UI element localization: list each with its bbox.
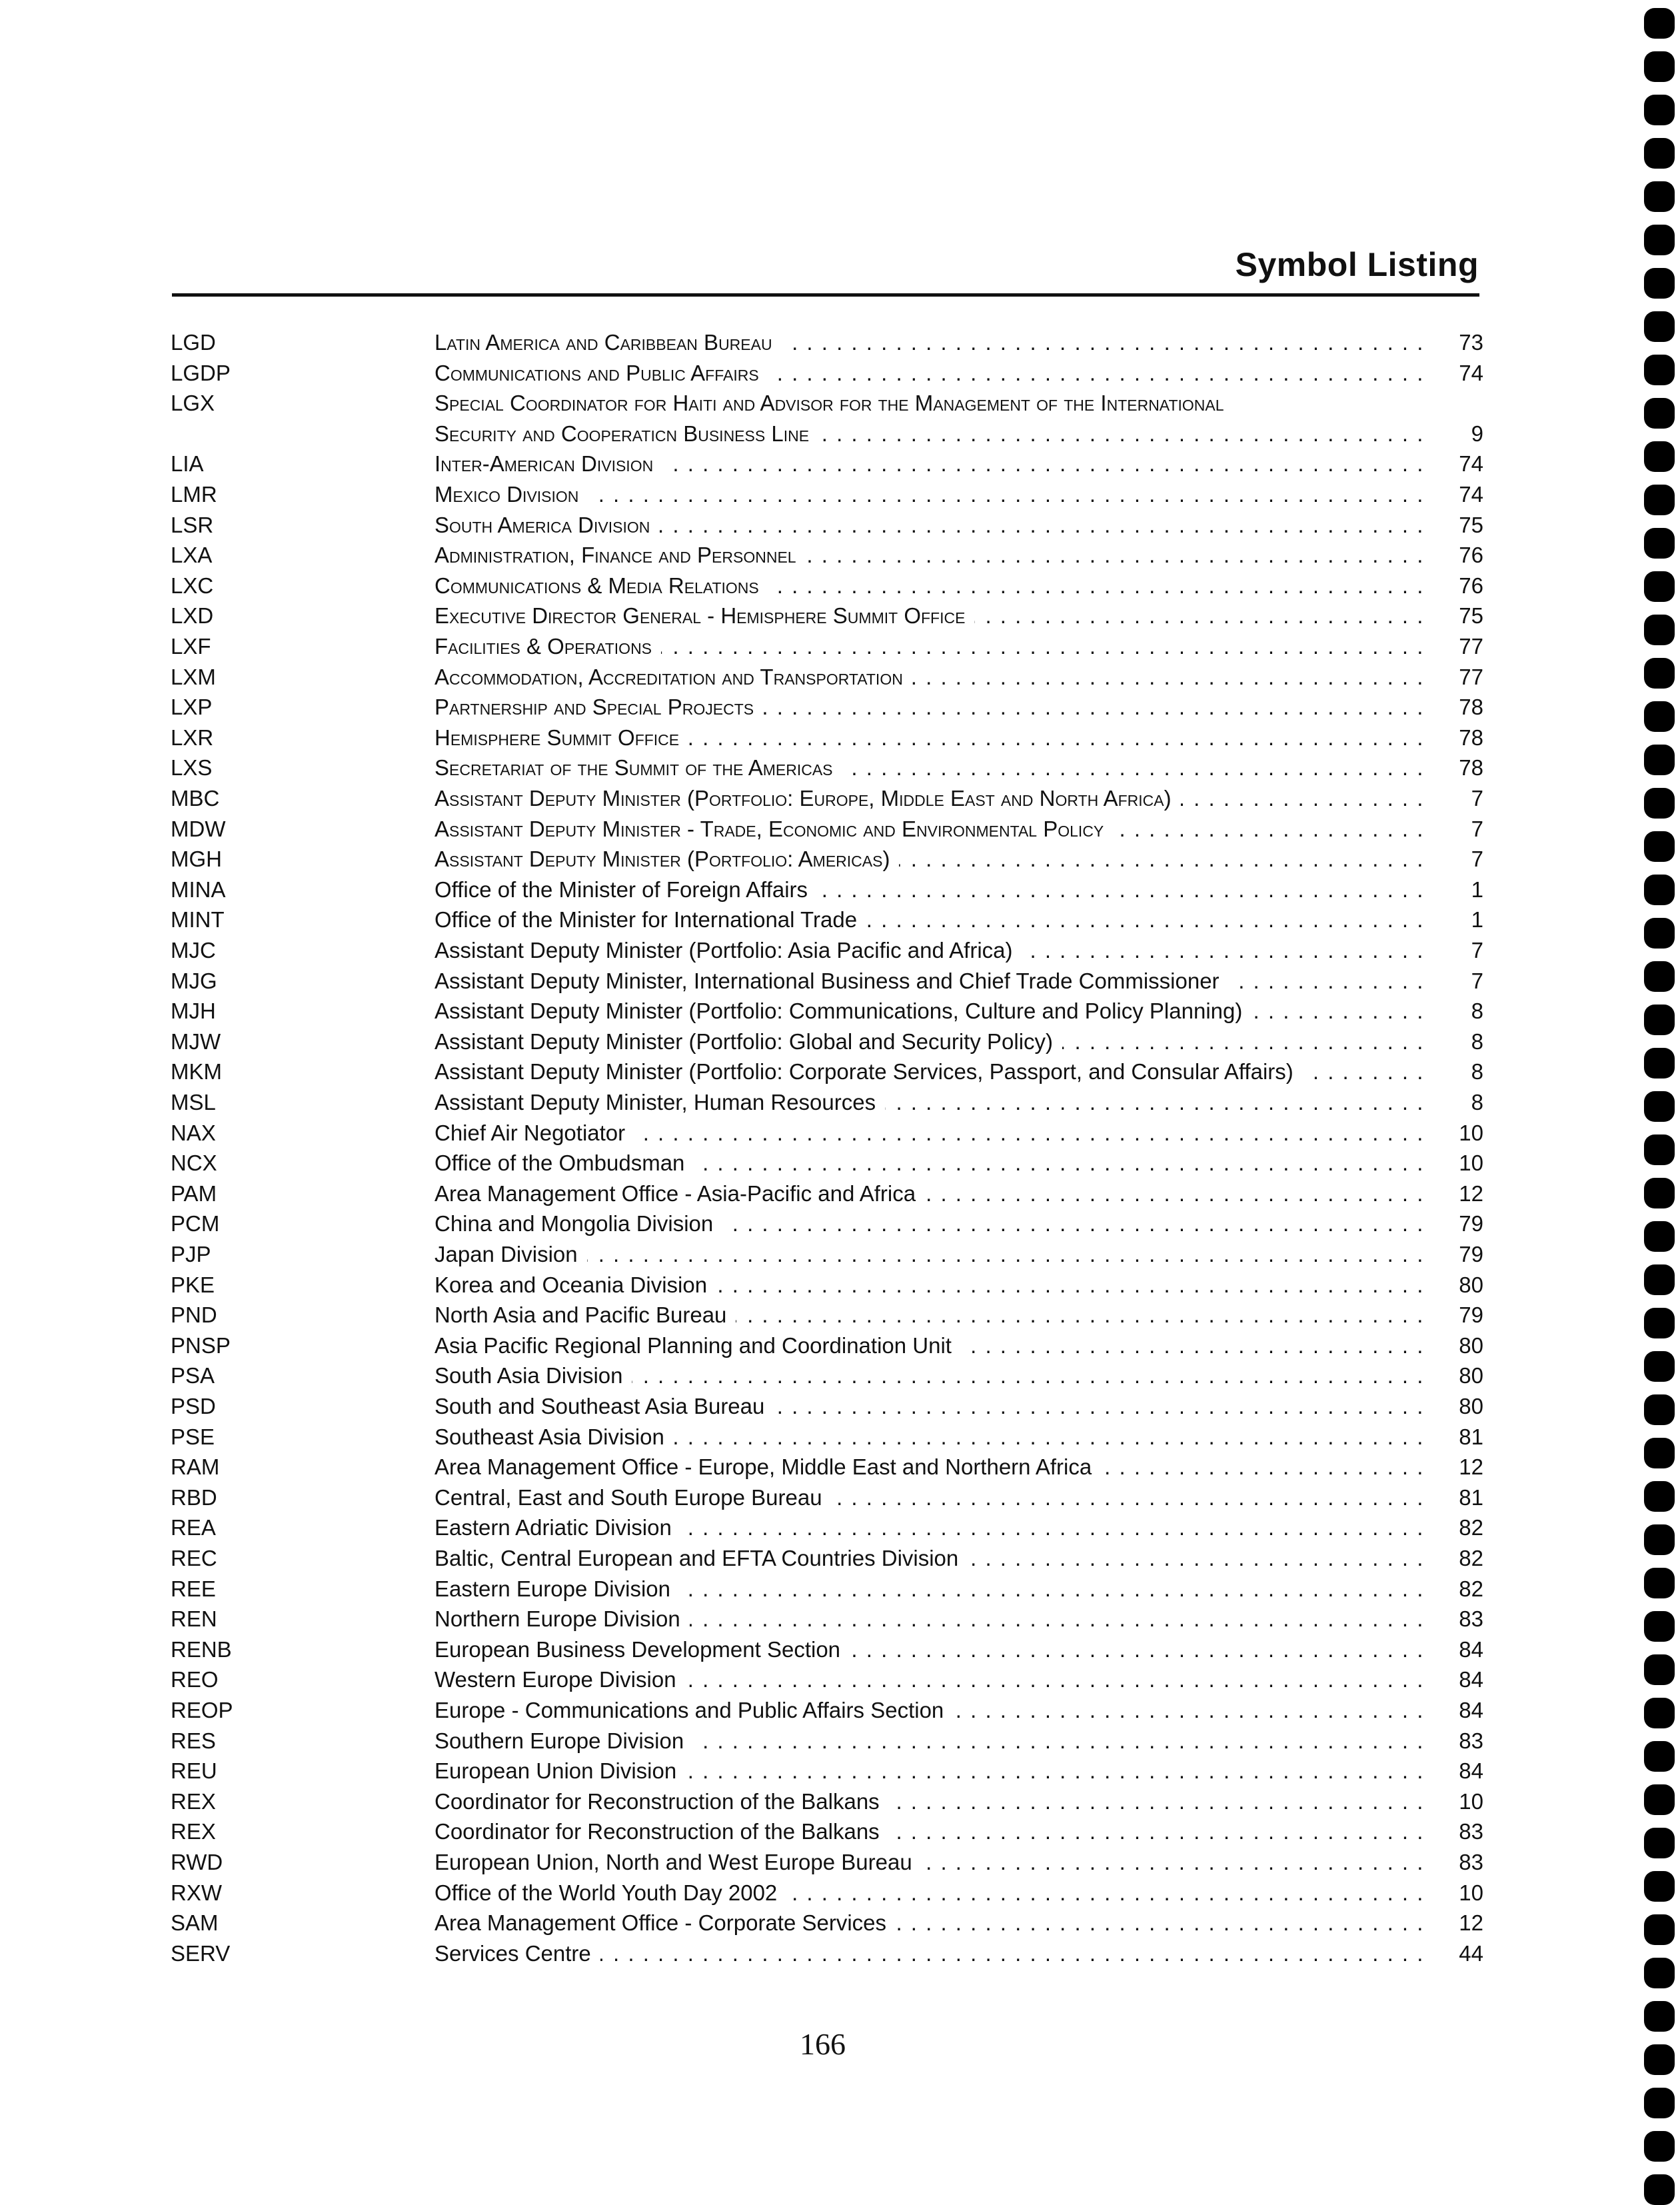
binding-hole (1644, 658, 1675, 689)
listing-row (0, 936, 1680, 965)
office-name: Special Coordinator for Haiti and Advisor for the Management of the International (434, 389, 1430, 418)
binding-hole (1644, 2001, 1675, 2032)
office-name: Area Management Office - Europe, Middle East and Northern Africa . . . (434, 1452, 1430, 1482)
office-name: Facilities & Operations . . . (434, 632, 1430, 661)
symbol-code: NAX (171, 1120, 216, 1145)
page-reference: 78 (1453, 753, 1483, 783)
binding-hole (1644, 1394, 1675, 1425)
listing-row (0, 1240, 1680, 1269)
spiral-binding (1640, 0, 1680, 2190)
office-name: South Asia Division . . . (434, 1361, 1430, 1390)
page-reference: 84 (1453, 1756, 1483, 1786)
listing-row (0, 1209, 1680, 1238)
office-name: Security and Cooperaticn Business Line . . . (434, 419, 1430, 449)
listing-row (0, 1148, 1680, 1178)
page-reference: 12 (1453, 1908, 1483, 1938)
office-name: Inter-American Division . . . (434, 449, 1430, 479)
page-reference: 81 (1453, 1422, 1483, 1452)
page-reference: 12 (1453, 1452, 1483, 1482)
symbol-code: REX (171, 1819, 216, 1844)
binding-hole (1644, 8, 1675, 39)
listing-row (0, 1544, 1680, 1573)
office-name: Baltic, Central European and EFTA Countries Division . . . (434, 1544, 1430, 1573)
binding-hole (1644, 2044, 1675, 2075)
page-reference: 12 (1453, 1179, 1483, 1208)
page-reference: 9 (1466, 419, 1483, 449)
office-name: Area Management Office - Asia-Pacific and Africa . . . (434, 1179, 1430, 1208)
symbol-code: MSL (171, 1090, 216, 1114)
office-name: Assistant Deputy Minister (Portfolio: Global and Security Policy) . . . (434, 1027, 1430, 1057)
office-name: South America Division . . . (434, 511, 1430, 540)
listing-row (0, 632, 1680, 661)
office-name: Assistant Deputy Minister (Portfolio: Corporate Services, Passport, and Consular Affairs) . . . (434, 1057, 1430, 1087)
page-reference: 80 (1453, 1331, 1483, 1360)
page-reference: 77 (1453, 632, 1483, 661)
symbol-code: REA (171, 1515, 216, 1540)
listing-row (0, 1331, 1680, 1360)
page-reference: 1 (1466, 875, 1483, 905)
symbol-code: LSR (171, 512, 214, 537)
page-reference: 73 (1453, 328, 1483, 357)
symbol-code: MKM (171, 1059, 222, 1085)
listing-row (0, 1118, 1680, 1148)
binding-hole (1644, 1438, 1675, 1468)
binding-hole (1644, 51, 1675, 82)
page-reference: 1 (1466, 905, 1483, 935)
office-name: Communications and Public Affairs . . . (434, 359, 1430, 388)
listing-row (0, 571, 1680, 601)
office-name: Eastern Europe Division . . . (434, 1574, 1430, 1604)
binding-hole (1644, 1221, 1675, 1252)
listing-row (0, 663, 1680, 692)
page-reference: 83 (1453, 1848, 1483, 1877)
page-reference: 44 (1453, 1939, 1483, 1968)
listing-row (0, 753, 1680, 783)
symbol-code: SAM (171, 1910, 219, 1936)
office-name: Office of the World Youth Day 2002 . . . (434, 1878, 1430, 1908)
office-name: Assistant Deputy Minister (Portfolio: Communications, Culture and Policy Planning) . . . (434, 997, 1430, 1026)
symbol-code: LGX (171, 391, 215, 416)
page-reference: 84 (1453, 1635, 1483, 1664)
page-reference: 8 (1466, 1057, 1483, 1087)
page-reference: 81 (1453, 1483, 1483, 1512)
office-name: South and Southeast Asia Bureau . . . (434, 1392, 1430, 1421)
binding-hole (1644, 1005, 1675, 1035)
symbol-code: SERV (171, 1940, 231, 1966)
binding-hole (1644, 1741, 1675, 1772)
page-reference: 82 (1453, 1513, 1483, 1542)
binding-hole (1644, 1871, 1675, 1902)
symbol-code: MINA (171, 877, 226, 902)
binding-hole (1644, 1308, 1675, 1338)
symbol-code: LXA (171, 543, 213, 568)
binding-hole (1644, 615, 1675, 645)
binding-hole (1644, 1481, 1675, 1512)
office-name: Office of the Ombudsman . . . (434, 1148, 1430, 1178)
listing-row (0, 1726, 1680, 1756)
office-name: Executive Director General - Hemisphere Summit Office . . . (434, 601, 1430, 631)
office-name: Services Centre . . . (434, 1939, 1430, 1968)
listing-row (0, 511, 1680, 540)
office-name: Korea and Oceania Division . . . (434, 1270, 1430, 1300)
listing-row (0, 845, 1680, 874)
symbol-code: RWD (171, 1850, 223, 1874)
listing-row (0, 1908, 1680, 1938)
symbol-code: PSE (171, 1424, 215, 1449)
listing-row (0, 1270, 1680, 1300)
listing-row (0, 1513, 1680, 1542)
listing-row (0, 601, 1680, 631)
binding-hole (1644, 2131, 1675, 2162)
symbol-code: REO (171, 1667, 219, 1692)
title-rule (172, 293, 1479, 297)
office-name: Partnership and Special Projects . . . (434, 693, 1430, 722)
listing-row (0, 1027, 1680, 1057)
listing-row (0, 723, 1680, 753)
symbol-code: LXM (171, 664, 216, 689)
binding-hole (1644, 95, 1675, 125)
office-name: Latin America and Caribbean Bureau . . . (434, 328, 1430, 357)
symbol-code: RES (171, 1728, 216, 1753)
symbol-code: LXD (171, 603, 214, 629)
office-name: Assistant Deputy Minister (Portfolio: Europe, Middle East and North Africa) . . . (434, 784, 1430, 813)
binding-hole (1644, 355, 1675, 385)
page-number: 166 (800, 2027, 846, 2061)
symbol-code: LGD (171, 330, 216, 355)
office-name: Western Europe Division . . . (434, 1665, 1430, 1694)
listing-row (0, 967, 1680, 996)
page-reference: 76 (1453, 541, 1483, 570)
office-name: Coordinator for Reconstruction of the Balkans . . . (434, 1787, 1430, 1816)
binding-hole (1644, 1524, 1675, 1555)
office-name: European Union Division . . . (434, 1756, 1430, 1786)
binding-hole (1644, 1828, 1675, 1858)
office-name: Office of the Minister for International Trade . . . (434, 905, 1430, 935)
page-reference: 83 (1453, 1726, 1483, 1756)
listing-row (0, 359, 1680, 388)
symbol-code: PCM (171, 1211, 220, 1236)
office-name: Area Management Office - Corporate Services . . . (434, 1908, 1430, 1938)
page-reference: 80 (1453, 1270, 1483, 1300)
binding-hole (1644, 1784, 1675, 1815)
binding-hole (1644, 1568, 1675, 1598)
binding-hole (1644, 441, 1675, 472)
binding-hole (1644, 485, 1675, 515)
listing-row (0, 784, 1680, 813)
page-reference: 79 (1453, 1209, 1483, 1238)
listing-row (0, 449, 1680, 479)
symbol-code: MJG (171, 968, 217, 993)
symbol-code: RBD (171, 1484, 217, 1510)
binding-hole (1644, 745, 1675, 775)
listing-row (0, 1696, 1680, 1725)
symbol-code: MDW (171, 816, 226, 841)
office-name: Administration, Finance and Personnel . . . (434, 541, 1430, 570)
page-reference: 7 (1466, 967, 1483, 996)
symbol-code: LXR (171, 725, 214, 750)
symbol-code: LXF (171, 634, 211, 659)
page-reference: 74 (1453, 359, 1483, 388)
binding-hole (1644, 528, 1675, 559)
binding-hole (1644, 1914, 1675, 1945)
page-reference: 7 (1466, 936, 1483, 965)
symbol-code: PSD (171, 1394, 216, 1418)
page-reference: 10 (1453, 1148, 1483, 1178)
listing-row (0, 419, 1680, 449)
office-name: Mexico Division . . . (434, 480, 1430, 509)
binding-hole (1644, 961, 1675, 992)
binding-hole (1644, 875, 1675, 905)
page-reference: 78 (1453, 723, 1483, 753)
page-reference: 76 (1453, 571, 1483, 601)
binding-hole (1644, 918, 1675, 949)
page-reference: 10 (1453, 1878, 1483, 1908)
listing-row (0, 1939, 1680, 1968)
listing-row (0, 1483, 1680, 1512)
office-name: North Asia and Pacific Bureau . . . (434, 1300, 1430, 1330)
binding-hole (1644, 831, 1675, 862)
office-name: Northern Europe Division . . . (434, 1604, 1430, 1634)
listing-row (0, 1787, 1680, 1816)
page-reference: 79 (1453, 1240, 1483, 1269)
listing-row (0, 875, 1680, 905)
page-reference: 83 (1453, 1604, 1483, 1634)
office-name: Assistant Deputy Minister - Trade, Economic and Environmental Policy . . . (434, 815, 1430, 844)
listing-row (0, 1604, 1680, 1634)
symbol-code: REN (171, 1606, 217, 1632)
office-name: European Business Development Section . . . (434, 1635, 1430, 1664)
page-reference: 7 (1466, 845, 1483, 874)
listing-row (0, 1300, 1680, 1330)
page-reference: 7 (1466, 815, 1483, 844)
listing-row (0, 1057, 1680, 1087)
page-reference: 80 (1453, 1361, 1483, 1390)
office-name: Southeast Asia Division . . . (434, 1422, 1430, 1452)
listing-row (0, 328, 1680, 357)
symbol-code: PNSP (171, 1332, 231, 1358)
symbol-code: RXW (171, 1880, 222, 1905)
page-reference: 77 (1453, 663, 1483, 692)
listing-row (0, 1179, 1680, 1208)
symbol-code: PKE (171, 1272, 215, 1297)
listing-row (0, 1848, 1680, 1877)
symbol-code: LXP (171, 695, 213, 720)
office-name: Assistant Deputy Minister (Portfolio: Asia Pacific and Africa) . . . (434, 936, 1430, 965)
symbol-code: REOP (171, 1698, 233, 1722)
symbol-code: MJC (171, 938, 216, 963)
binding-hole (1644, 311, 1675, 342)
office-name: Secretariat of the Summit of the Americas . . . (434, 753, 1430, 783)
listing-row (0, 997, 1680, 1026)
symbol-code: REE (171, 1576, 216, 1601)
office-name: Europe - Communications and Public Affairs Section . . . (434, 1696, 1430, 1725)
binding-hole (1644, 225, 1675, 255)
page-reference: 8 (1466, 1027, 1483, 1057)
symbol-code: REX (171, 1788, 216, 1814)
symbol-code: PND (171, 1302, 217, 1328)
office-name: Assistant Deputy Minister, International Business and Chief Trade Commissioner . . . (434, 967, 1430, 996)
binding-hole (1644, 1134, 1675, 1165)
listing-row (0, 693, 1680, 722)
listing-row (0, 541, 1680, 570)
office-name: Southern Europe Division . . . (434, 1726, 1430, 1756)
binding-hole (1644, 701, 1675, 732)
binding-hole (1644, 268, 1675, 299)
symbol-code: LMR (171, 482, 217, 507)
binding-hole (1644, 1351, 1675, 1382)
page-reference: 84 (1453, 1696, 1483, 1725)
symbol-code: PAM (171, 1180, 217, 1206)
page-reference: 7 (1466, 784, 1483, 813)
listing-row (0, 1665, 1680, 1694)
page-reference: 82 (1453, 1574, 1483, 1604)
binding-hole (1644, 788, 1675, 819)
binding-hole (1644, 1178, 1675, 1208)
page-reference: 75 (1453, 601, 1483, 631)
symbol-code: REC (171, 1546, 217, 1570)
page-reference: 8 (1466, 997, 1483, 1026)
office-name: Assistant Deputy Minister, Human Resources . . . (434, 1088, 1430, 1117)
listing-row (0, 1392, 1680, 1421)
office-name: Japan Division . . . (434, 1240, 1430, 1269)
listing-row (0, 1635, 1680, 1664)
symbol-code: LGDP (171, 360, 231, 385)
page-reference: 84 (1453, 1665, 1483, 1694)
symbol-code: MGH (171, 847, 222, 872)
symbol-code: MJH (171, 999, 216, 1024)
listing-row (0, 480, 1680, 509)
symbol-code: RAM (171, 1454, 220, 1480)
listing-row (0, 1361, 1680, 1390)
binding-hole (1644, 1611, 1675, 1642)
office-name: Hemisphere Summit Office . . . (434, 723, 1430, 753)
page-reference: 10 (1453, 1787, 1483, 1816)
office-name: Office of the Minister of Foreign Affairs . . . (434, 875, 1430, 905)
binding-hole (1644, 2174, 1675, 2205)
symbol-code: MINT (171, 907, 225, 933)
office-name: Communications & Media Relations . . . (434, 571, 1430, 601)
symbol-code: LXC (171, 573, 214, 598)
listing-row (0, 1088, 1680, 1117)
office-name: Asia Pacific Regional Planning and Coordination Unit . . . (434, 1331, 1430, 1360)
symbol-code: LXS (171, 755, 213, 781)
page-reference: 79 (1453, 1300, 1483, 1330)
listing-row (0, 1574, 1680, 1604)
office-name: Assistant Deputy Minister (Portfolio: Americas) . . . (434, 845, 1430, 874)
binding-hole (1644, 398, 1675, 429)
office-name: Chief Air Negotiator . . . (434, 1118, 1430, 1148)
office-name: Eastern Adriatic Division . . . (434, 1513, 1430, 1542)
listing-row (0, 1452, 1680, 1482)
listing-row (0, 815, 1680, 844)
listing-row (0, 1817, 1680, 1846)
binding-hole (1644, 571, 1675, 602)
office-name: Accommodation, Accreditation and Transportation . . . (434, 663, 1430, 692)
binding-hole (1644, 1698, 1675, 1728)
binding-hole (1644, 1264, 1675, 1295)
binding-hole (1644, 1958, 1675, 1988)
binding-hole (1644, 1048, 1675, 1079)
page-reference: 78 (1453, 693, 1483, 722)
binding-hole (1644, 181, 1675, 212)
page-reference: 83 (1453, 1817, 1483, 1846)
binding-hole (1644, 2088, 1675, 2118)
page-reference: 8 (1466, 1088, 1483, 1117)
listing-row (0, 905, 1680, 935)
page-reference: 10 (1453, 1118, 1483, 1148)
binding-hole (1644, 1654, 1675, 1685)
page-reference: 74 (1453, 480, 1483, 509)
binding-hole (1644, 1091, 1675, 1122)
listing-row (0, 1878, 1680, 1908)
listing-row (0, 1756, 1680, 1786)
binding-hole (1644, 138, 1675, 169)
symbol-code: NCX (171, 1150, 217, 1176)
page-reference: 82 (1453, 1544, 1483, 1573)
listing-row (0, 389, 1680, 418)
office-name: China and Mongolia Division . . . (434, 1209, 1430, 1238)
listing-row (0, 1422, 1680, 1452)
symbol-code: LIA (171, 451, 204, 477)
office-name: Coordinator for Reconstruction of the Balkans . . . (434, 1817, 1430, 1846)
page-reference: 75 (1453, 511, 1483, 540)
symbol-code: PJP (171, 1242, 211, 1266)
page-reference: 80 (1453, 1392, 1483, 1421)
page-reference: 74 (1453, 449, 1483, 479)
symbol-code: PSA (171, 1363, 215, 1388)
office-name: Central, East and South Europe Bureau . . . (434, 1483, 1430, 1512)
symbol-code: MJW (171, 1029, 221, 1054)
symbol-code: REU (171, 1758, 217, 1784)
office-name: European Union, North and West Europe Bureau . . . (434, 1848, 1430, 1877)
symbol-code: RENB (171, 1636, 232, 1662)
page-title: Symbol Listing (1235, 246, 1479, 283)
symbol-code: MBC (171, 786, 220, 811)
